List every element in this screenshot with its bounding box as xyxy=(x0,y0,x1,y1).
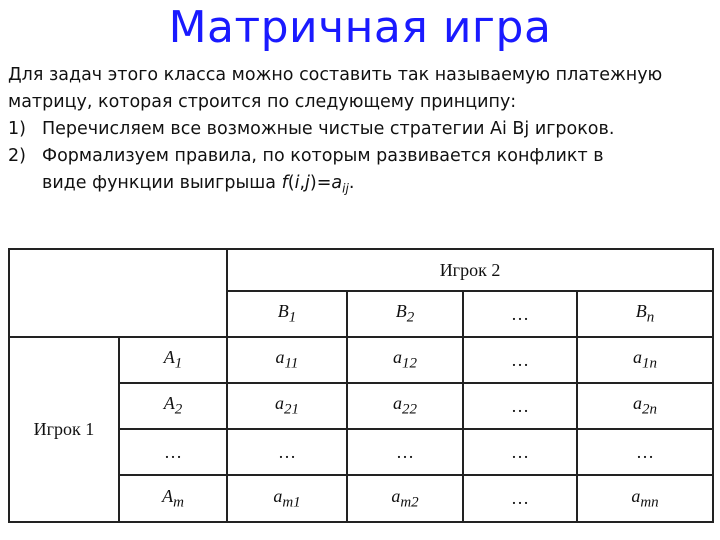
column-header: $B_n$ xyxy=(577,291,713,337)
payoff-cell: … xyxy=(463,337,577,383)
payoff-cell: … xyxy=(463,475,577,522)
corner-cell xyxy=(9,249,227,337)
list-item-text: Перечисляем все возможные чистые стратегии Ai Bj игроков. xyxy=(42,119,615,139)
payoff-cell: $a_{22}$ xyxy=(347,383,463,429)
payoff-cell: $a_{2n}$ xyxy=(577,383,713,429)
payoff-matrix xyxy=(8,248,712,510)
payoff-cell: $a_{21}$ xyxy=(227,383,347,429)
intro-line: Для задач этого класса можно составить так называемую платежную xyxy=(8,65,663,85)
intro-line: матрицу, которая строится по следующему принципу: xyxy=(8,92,517,112)
payoff-cell: … xyxy=(577,429,713,475)
row-header: $A_2$ xyxy=(119,383,227,429)
continuation-text: виде функции выигрыша xyxy=(42,173,282,193)
payoff-cell: $a_{mn}$ xyxy=(577,475,713,522)
list-item-number: 1) xyxy=(8,119,26,139)
page-title: Матричная игра xyxy=(168,2,552,53)
payoff-cell: … xyxy=(463,429,577,475)
payoff-table xyxy=(8,248,714,523)
list-item xyxy=(8,116,716,143)
payoff-cell: $a_{1n}$ xyxy=(577,337,713,383)
player2-header: Игрок 2 xyxy=(227,249,713,291)
list-item xyxy=(8,143,716,170)
payoff-cell: … xyxy=(227,429,347,475)
row-header: $A_1$ xyxy=(119,337,227,383)
intro-text xyxy=(8,62,716,203)
player1-header: Игрок 1 xyxy=(9,337,119,522)
row-header: $A_m$ xyxy=(119,475,227,522)
list-item-text: Формализуем правила, по которым развивается конфликт в xyxy=(42,146,604,166)
list-item-number: 2) xyxy=(8,146,26,166)
payoff-formula: $f(i,j)=a_{ij}$. xyxy=(281,173,355,196)
payoff-cell: $a_{m1}$ xyxy=(227,475,347,522)
payoff-cell: … xyxy=(347,429,463,475)
payoff-cell: $a_{m2}$ xyxy=(347,475,463,522)
payoff-cell: … xyxy=(463,383,577,429)
list-item-continuation xyxy=(8,170,716,203)
column-header: $B_1$ xyxy=(227,291,347,337)
column-header: … xyxy=(463,291,577,337)
payoff-cell: $a_{12}$ xyxy=(347,337,463,383)
payoff-cell: $a_{11}$ xyxy=(227,337,347,383)
column-header: $B_2$ xyxy=(347,291,463,337)
row-header: … xyxy=(119,429,227,475)
